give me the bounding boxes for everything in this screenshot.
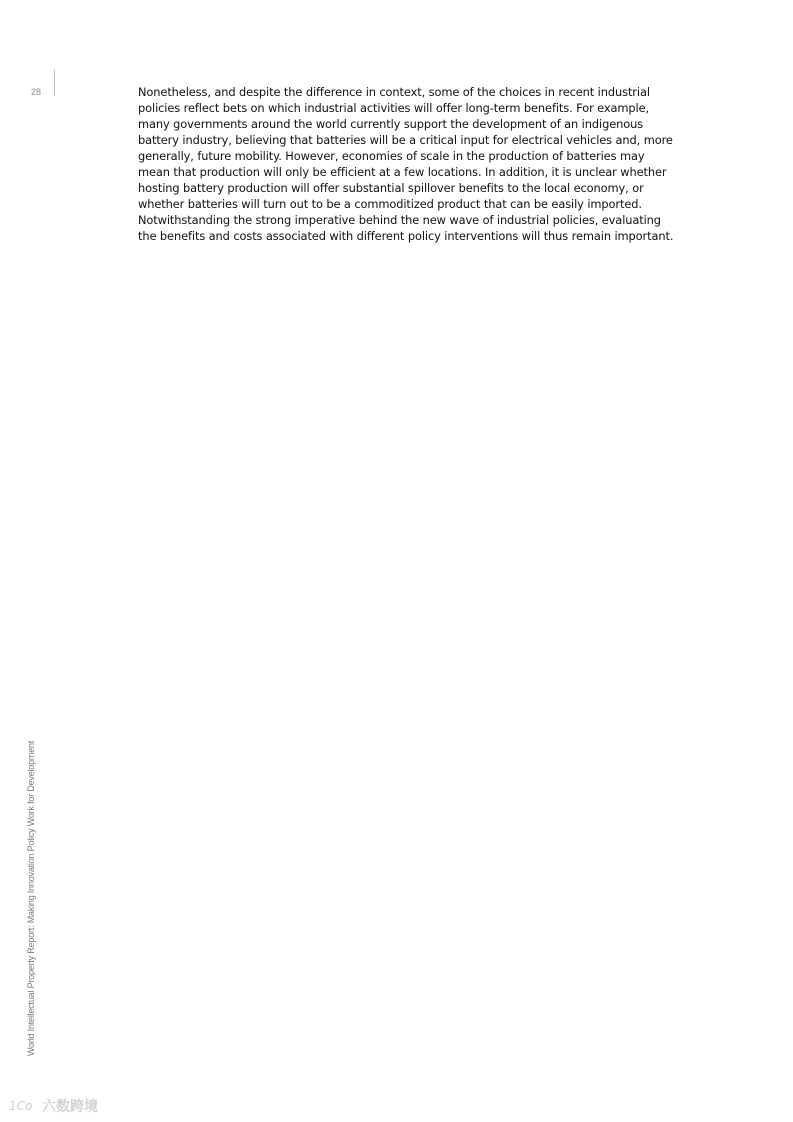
- paragraph-line: hosting battery production will offer substantial spillover benefits to the local economy, or: [138, 181, 644, 195]
- margin-rule: [54, 70, 55, 96]
- watermark-text: 六数跨境: [42, 1099, 98, 1115]
- paragraph-line: mean that production will only be efficient at a few locations. In addition, it is unclear whether: [138, 165, 667, 179]
- page-number: 28: [31, 87, 42, 97]
- svg-text:1Co: 1Co: [9, 1099, 33, 1113]
- paragraph-line: generally, future mobility. However, economies of scale in the production of batteries may: [138, 149, 645, 163]
- watermark-logo-icon: [8, 1097, 38, 1115]
- paragraph-line: Nonetheless, and despite the difference in context, some of the choices in recent industrial: [138, 85, 650, 99]
- paragraph-line: whether batteries will turn out to be a commoditized product that can be easily imported.: [138, 197, 642, 211]
- paragraph-line: policies reflect bets on which industrial activities will offer long-term benefits. For example,: [138, 101, 650, 115]
- watermark: [8, 1096, 98, 1116]
- running-title: World Intellectual Property Report: Making Innovation Policy Work for Development: [26, 740, 36, 1056]
- paragraph-line: battery industry, believing that batteries will be a critical input for electrical vehicles and, more: [138, 133, 673, 147]
- paragraph-line: many governments around the world currently support the development of an indigenous: [138, 117, 644, 131]
- paragraph-line: Notwithstanding the strong imperative behind the new wave of industrial policies, evaluating: [138, 213, 661, 227]
- body-paragraph: [138, 84, 674, 244]
- paragraph-line: the benefits and costs associated with different policy interventions will thus remain important.: [138, 229, 674, 243]
